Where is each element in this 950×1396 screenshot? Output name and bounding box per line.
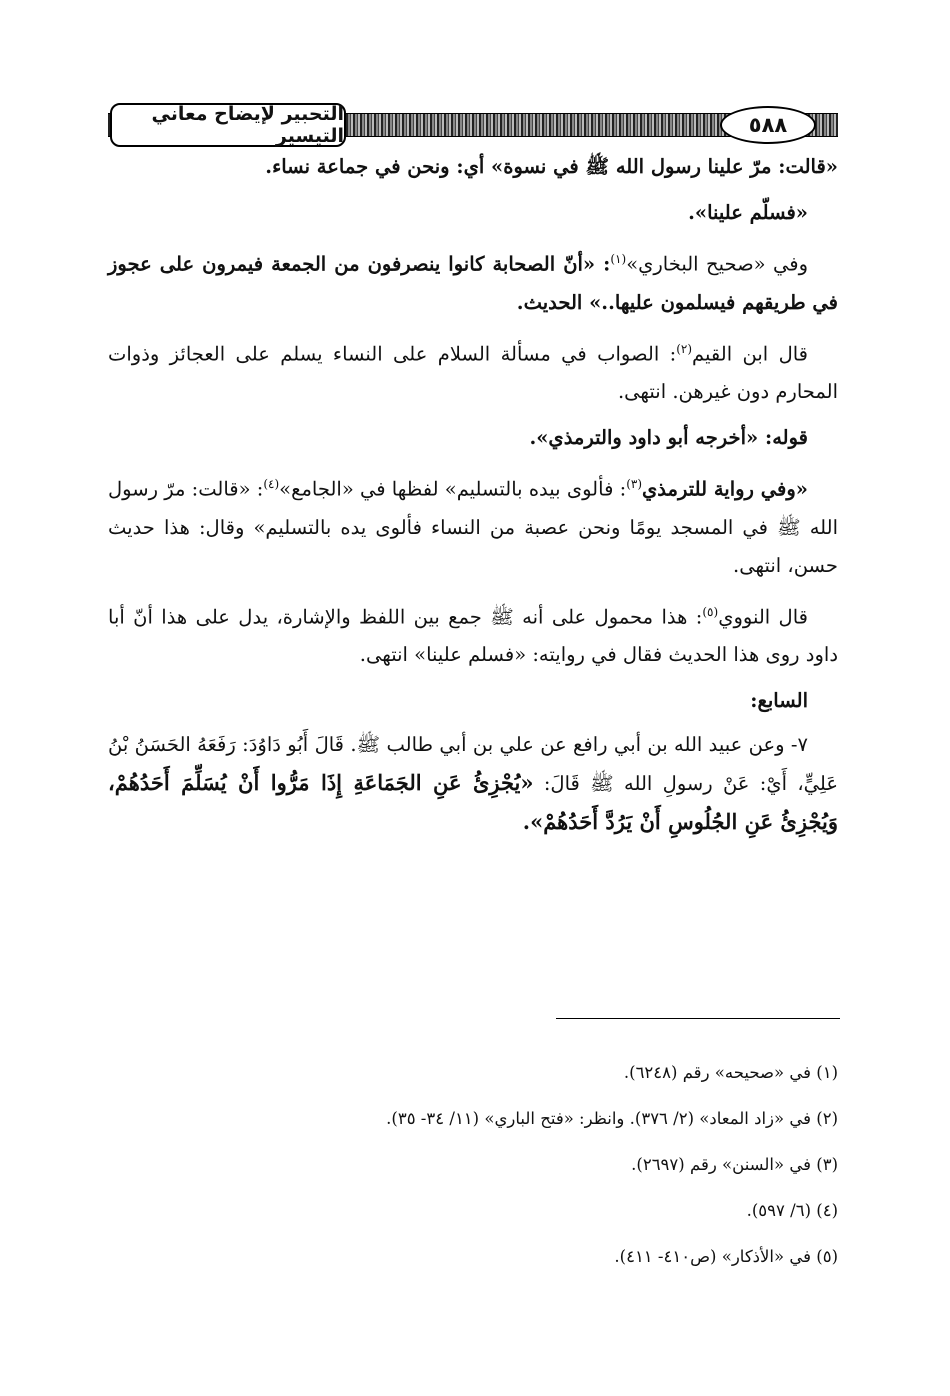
footnote-ref-2: (٢): [676, 341, 693, 356]
text-span: : فألوى بيده بالتسليم» لفظها في «الجامع»: [279, 477, 627, 501]
book-title: التحبير لإيضاح معاني التيسير: [110, 103, 346, 147]
footnote-ref-1: (١): [610, 252, 627, 266]
paragraph-6: [108, 465, 838, 585]
footnote-item: (١) في «صحيحه» رقم (٦٢٤٨).: [623, 1063, 838, 1082]
page-header: [108, 103, 838, 149]
text-span: ٧- وعن عبيد الله بن أبي رافع عن علي بن أبي طالب ﷺ. قَالَ أَبُو دَاوُدَ: رَفَعَهُ الحَسَنُ بْنُ عَلِيٍّ، أَيْ: عَنْ رسولِ الله ﷺ قَالَ:: [108, 733, 838, 795]
text-span: : الصواب في مسألة السلام على النساء يسلم على العجائز وذوات المحارم دون غيرهن. انتهى.: [108, 342, 838, 403]
text-span: : «أنّ الصحابة كانوا ينصرفون من الجمعة فيمرون على عجوز في طريقهم فيسلمون عليها..» الحديث.: [108, 252, 838, 314]
text-span: «وفي رواية للترمذي: [642, 477, 808, 501]
footnote-item: (٣) في «السنن» رقم (٢٦٩٧).: [631, 1155, 838, 1174]
paragraph-1: «قالت: مرّ علينا رسول الله ﷺ في نسوة» أي: ونحن في جماعة نساء.: [265, 155, 838, 178]
paragraph-3: [108, 240, 838, 322]
section-heading: السابع:: [750, 689, 808, 712]
footnote-item: (٤) (٦/ ٥٩٧).: [746, 1201, 838, 1220]
page-number: ٥٨٨: [720, 106, 816, 144]
paragraph-8: [108, 726, 838, 842]
footnote-item: (٢) في «زاد المعاد» (٢/ ٣٧٦). وانظر: «فتح الباري» (١١/ ٣٤- ٣٥).: [386, 1109, 838, 1128]
footnote-ref-5: (٥): [702, 604, 719, 619]
footnotes: [108, 1050, 838, 1280]
text-span: : «قالت: مرّ رسول الله ﷺ في المسجد يومًا ونحن عصبة من النساء فألوى يده بالتسليم» وقال: هذا حديث حسن، انتهى.: [108, 477, 838, 577]
footnote-ref-3: (٣): [626, 477, 643, 491]
paragraph-5: قوله: «أخرجه أبو داود والترمذي».: [529, 426, 808, 449]
paragraph-7: [108, 593, 838, 675]
text-span: : هذا محمول على أنه ﷺ جمع بين اللفظ والإشارة، يدل على هذا أنّ أبا داود روى هذا الحديث فقال في روايته: «فسلم علينا» انتهى.: [108, 605, 838, 666]
main-text: [108, 148, 838, 850]
paragraph-2: «فسلّم علينا».: [688, 201, 808, 224]
paragraph-4: [108, 330, 838, 412]
hadith-text: «يُجْزِئُ عَنِ الجَمَاعَةِ إِذَا مَرُّوا أَنْ يُسَلِّمَ أَحَدُهُمْ، وَيُجْزِئُ عَنِ الجُلُوسِ أَنْ يَرُدَّ أَحَدُهُمْ».: [108, 770, 838, 834]
text-span: قال النووي: [718, 605, 808, 628]
footnote-ref-4: (٤): [263, 477, 280, 491]
footnote-divider: [556, 1018, 840, 1019]
text-span: وفي «صحيح البخاري»: [626, 252, 808, 276]
footnote-item: (٥) في «الأذكار» (ص٤١٠- ٤١١).: [614, 1247, 838, 1266]
text-span: قال ابن القيم: [692, 342, 809, 365]
